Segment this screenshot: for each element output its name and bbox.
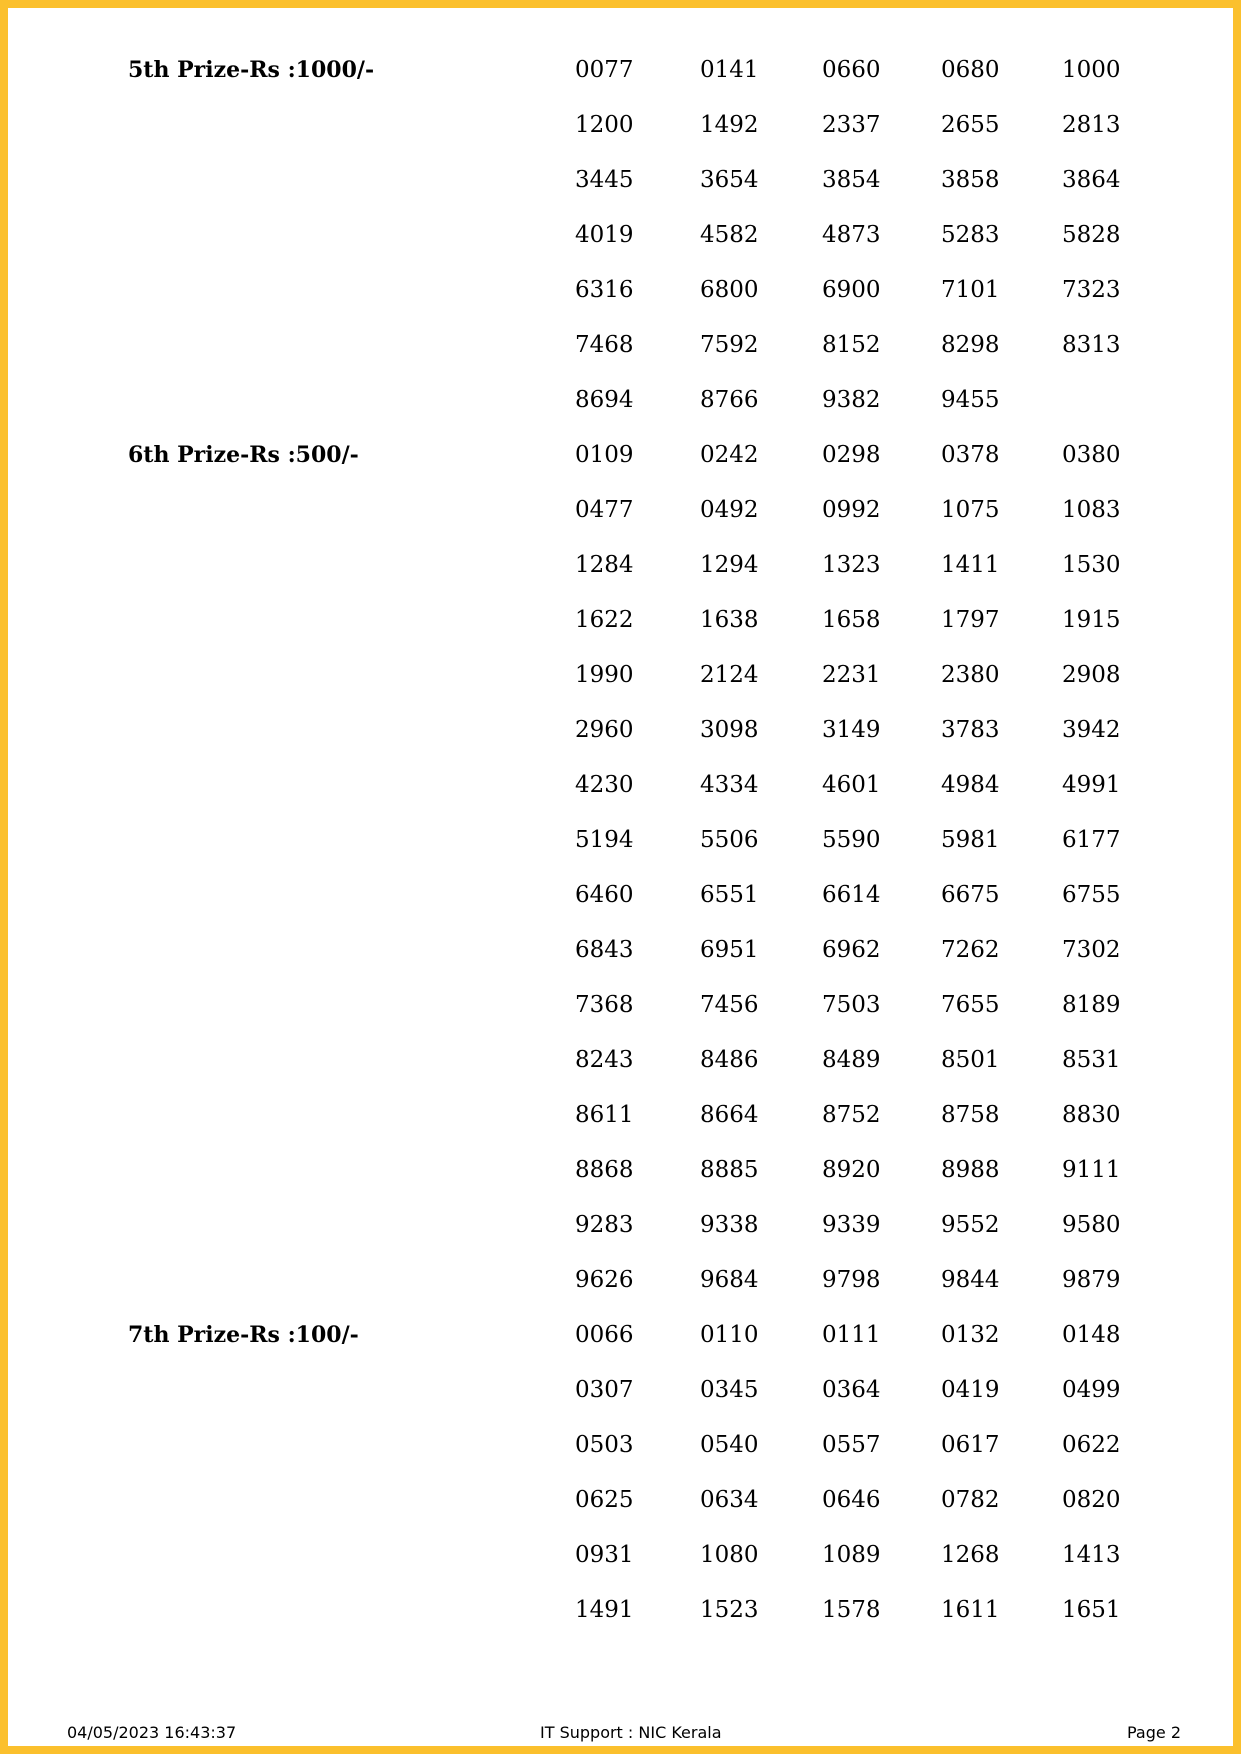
winning-number: 0110 — [700, 1322, 759, 1348]
number-row — [8, 318, 1241, 373]
prize-title: 7th Prize-Rs :100/- — [128, 1322, 359, 1348]
footer-datetime: 04/05/2023 16:43:37 — [67, 1723, 237, 1742]
winning-number: 9339 — [822, 1212, 881, 1238]
winning-number: 7592 — [700, 332, 759, 358]
winning-number: 1651 — [1062, 1597, 1121, 1623]
prize-title: 5th Prize-Rs :1000/- — [128, 57, 375, 83]
number-row — [8, 483, 1241, 538]
winning-number: 0477 — [575, 497, 634, 523]
winning-number: 6900 — [822, 277, 881, 303]
winning-number: 4991 — [1062, 772, 1121, 798]
winning-number: 1622 — [575, 607, 634, 633]
winning-number: 4582 — [700, 222, 759, 248]
winning-number: 1915 — [1062, 607, 1121, 633]
winning-number: 2380 — [941, 662, 1000, 688]
number-row — [8, 1363, 1241, 1418]
winning-number: 1089 — [822, 1542, 881, 1568]
winning-number: 0364 — [822, 1377, 881, 1403]
winning-number: 9626 — [575, 1267, 634, 1293]
winning-number: 1080 — [700, 1542, 759, 1568]
number-row — [8, 208, 1241, 263]
winning-number: 0141 — [700, 57, 759, 83]
winning-number: 8243 — [575, 1047, 634, 1073]
winning-number: 4019 — [575, 222, 634, 248]
winning-number: 0931 — [575, 1542, 634, 1568]
winning-number: 1797 — [941, 607, 1000, 633]
winning-number: 8298 — [941, 332, 1000, 358]
winning-number: 1000 — [1062, 57, 1121, 83]
winning-number: 1268 — [941, 1542, 1000, 1568]
winning-number: 8611 — [575, 1102, 634, 1128]
winning-number: 5828 — [1062, 222, 1121, 248]
winning-number: 1411 — [941, 552, 1000, 578]
winning-number: 3445 — [575, 167, 634, 193]
number-row — [8, 1033, 1241, 1088]
winning-number: 0109 — [575, 442, 634, 468]
winning-number: 7302 — [1062, 937, 1121, 963]
winning-number: 3858 — [941, 167, 1000, 193]
winning-number: 0503 — [575, 1432, 634, 1458]
winning-number: 1083 — [1062, 497, 1121, 523]
winning-number: 2960 — [575, 717, 634, 743]
winning-number: 0499 — [1062, 1377, 1121, 1403]
winning-number: 6843 — [575, 937, 634, 963]
winning-number: 4601 — [822, 772, 881, 798]
winning-number: 8489 — [822, 1047, 881, 1073]
winning-number: 9798 — [822, 1267, 881, 1293]
winning-number: 1294 — [700, 552, 759, 578]
winning-number: 6460 — [575, 882, 634, 908]
number-row — [8, 1418, 1241, 1473]
winning-number: 3654 — [700, 167, 759, 193]
number-row — [8, 703, 1241, 758]
winning-number: 0307 — [575, 1377, 634, 1403]
winning-number: 8694 — [575, 387, 634, 413]
winning-number: 3149 — [822, 717, 881, 743]
winning-number: 8501 — [941, 1047, 1000, 1073]
winning-number: 8988 — [941, 1157, 1000, 1183]
winning-number: 0617 — [941, 1432, 1000, 1458]
winning-number: 0132 — [941, 1322, 1000, 1348]
winning-number: 5194 — [575, 827, 634, 853]
number-row — [8, 153, 1241, 208]
winning-number: 3854 — [822, 167, 881, 193]
winning-number: 2813 — [1062, 112, 1121, 138]
winning-number: 0380 — [1062, 442, 1121, 468]
winning-number: 0066 — [575, 1322, 634, 1348]
number-row — [8, 538, 1241, 593]
winning-number: 0242 — [700, 442, 759, 468]
winning-number: 6962 — [822, 937, 881, 963]
footer-page-number: Page 2 — [1127, 1723, 1181, 1742]
winning-number: 8664 — [700, 1102, 759, 1128]
winning-number: 0540 — [700, 1432, 759, 1458]
winning-number: 3098 — [700, 717, 759, 743]
winning-number: 2231 — [822, 662, 881, 688]
winning-number: 6755 — [1062, 882, 1121, 908]
winning-number: 7101 — [941, 277, 1000, 303]
winning-number: 1413 — [1062, 1542, 1121, 1568]
winning-number: 7262 — [941, 937, 1000, 963]
winning-number: 8766 — [700, 387, 759, 413]
winning-number: 0992 — [822, 497, 881, 523]
winning-number: 0419 — [941, 1377, 1000, 1403]
winning-number: 2655 — [941, 112, 1000, 138]
number-row — [8, 1198, 1241, 1253]
winning-number: 0492 — [700, 497, 759, 523]
winning-number: 0148 — [1062, 1322, 1121, 1348]
winning-number: 8920 — [822, 1157, 881, 1183]
winning-number: 8868 — [575, 1157, 634, 1183]
prize-section — [8, 428, 1241, 1308]
winning-number: 1200 — [575, 112, 634, 138]
winning-number: 7323 — [1062, 277, 1121, 303]
number-row — [8, 868, 1241, 923]
winning-number: 3783 — [941, 717, 1000, 743]
winning-number: 1990 — [575, 662, 634, 688]
winning-number: 7655 — [941, 992, 1000, 1018]
winning-number: 0634 — [700, 1487, 759, 1513]
winning-number: 0646 — [822, 1487, 881, 1513]
winning-number: 9382 — [822, 387, 881, 413]
number-row — [8, 373, 1241, 428]
winning-number: 1658 — [822, 607, 881, 633]
number-row — [8, 1308, 1241, 1363]
number-row — [8, 98, 1241, 153]
winning-number: 5590 — [822, 827, 881, 853]
footer-it-support: IT Support : NIC Kerala — [540, 1723, 722, 1742]
winning-number: 0378 — [941, 442, 1000, 468]
winning-number: 0622 — [1062, 1432, 1121, 1458]
winning-number: 4334 — [700, 772, 759, 798]
winning-number: 0680 — [941, 57, 1000, 83]
number-row — [8, 593, 1241, 648]
winning-number: 1578 — [822, 1597, 881, 1623]
winning-number: 2337 — [822, 112, 881, 138]
number-row — [8, 43, 1241, 98]
winning-number: 6177 — [1062, 827, 1121, 853]
number-row — [8, 1253, 1241, 1308]
winning-number: 1492 — [700, 112, 759, 138]
winning-number: 6551 — [700, 882, 759, 908]
number-row — [8, 1143, 1241, 1198]
number-row — [8, 1528, 1241, 1583]
winning-number: 8313 — [1062, 332, 1121, 358]
number-row — [8, 1088, 1241, 1143]
winning-number: 8531 — [1062, 1047, 1121, 1073]
number-row — [8, 648, 1241, 703]
number-row — [8, 1583, 1241, 1638]
winning-number: 1323 — [822, 552, 881, 578]
winning-number: 0625 — [575, 1487, 634, 1513]
winning-number: 6800 — [700, 277, 759, 303]
winning-number: 9455 — [941, 387, 1000, 413]
winning-number: 5506 — [700, 827, 759, 853]
winning-number: 9879 — [1062, 1267, 1121, 1293]
winning-number: 8758 — [941, 1102, 1000, 1128]
winning-number: 1638 — [700, 607, 759, 633]
winning-number: 1075 — [941, 497, 1000, 523]
number-row — [8, 923, 1241, 978]
prize-section — [8, 43, 1241, 428]
winning-number: 8152 — [822, 332, 881, 358]
number-row — [8, 1473, 1241, 1528]
winning-number: 8486 — [700, 1047, 759, 1073]
winning-number: 0345 — [700, 1377, 759, 1403]
winning-number: 0820 — [1062, 1487, 1121, 1513]
prize-section — [8, 1308, 1241, 1638]
winning-number: 2124 — [700, 662, 759, 688]
winning-number: 7468 — [575, 332, 634, 358]
winning-number: 1523 — [700, 1597, 759, 1623]
number-row — [8, 758, 1241, 813]
winning-number: 8830 — [1062, 1102, 1121, 1128]
winning-number: 0782 — [941, 1487, 1000, 1513]
winning-number: 9580 — [1062, 1212, 1121, 1238]
winning-number: 9283 — [575, 1212, 634, 1238]
winning-number: 9844 — [941, 1267, 1000, 1293]
winning-number: 8885 — [700, 1157, 759, 1183]
winning-number: 4873 — [822, 222, 881, 248]
number-row — [8, 263, 1241, 318]
winning-number: 6614 — [822, 882, 881, 908]
winning-number: 8752 — [822, 1102, 881, 1128]
number-row — [8, 978, 1241, 1033]
winning-number: 3864 — [1062, 167, 1121, 193]
winning-number: 9111 — [1062, 1157, 1121, 1183]
winning-number: 1611 — [941, 1597, 1000, 1623]
winning-number: 5981 — [941, 827, 1000, 853]
winning-number: 7368 — [575, 992, 634, 1018]
winning-number: 0111 — [822, 1322, 881, 1348]
winning-number: 0557 — [822, 1432, 881, 1458]
winning-number: 1284 — [575, 552, 634, 578]
winning-number: 6675 — [941, 882, 1000, 908]
prize-title: 6th Prize-Rs :500/- — [128, 442, 359, 468]
winning-number: 7503 — [822, 992, 881, 1018]
winning-number: 0660 — [822, 57, 881, 83]
winning-number: 2908 — [1062, 662, 1121, 688]
winning-number: 9684 — [700, 1267, 759, 1293]
number-row — [8, 813, 1241, 868]
number-row — [8, 428, 1241, 483]
winning-number: 4230 — [575, 772, 634, 798]
winning-number: 0298 — [822, 442, 881, 468]
winning-number: 9552 — [941, 1212, 1000, 1238]
winning-number: 3942 — [1062, 717, 1121, 743]
winning-number: 6316 — [575, 277, 634, 303]
winning-number: 6951 — [700, 937, 759, 963]
winning-number: 1491 — [575, 1597, 634, 1623]
winning-number: 8189 — [1062, 992, 1121, 1018]
winning-number: 0077 — [575, 57, 634, 83]
winning-number: 5283 — [941, 222, 1000, 248]
winning-number: 9338 — [700, 1212, 759, 1238]
winning-number: 4984 — [941, 772, 1000, 798]
winning-number: 1530 — [1062, 552, 1121, 578]
winning-number: 7456 — [700, 992, 759, 1018]
